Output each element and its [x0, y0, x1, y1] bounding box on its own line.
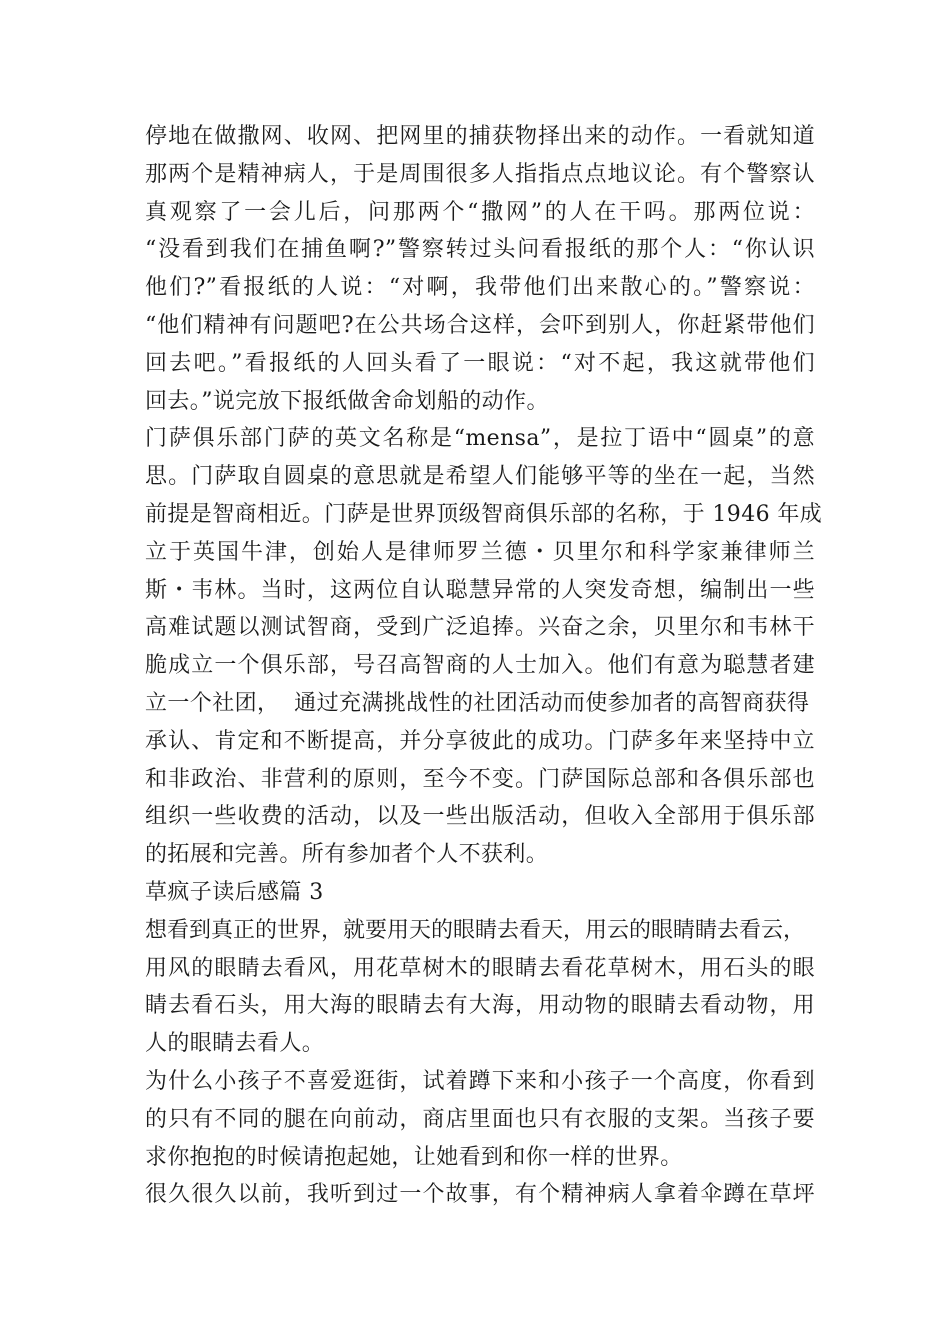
section-heading: 草疯子读后感篇 3: [145, 879, 324, 905]
text-line: 立一个社团， 通过充满挑战性的社团活动而使参加者的高智商获得: [145, 690, 810, 716]
text-line: 的只有不同的腿在向前动，商店里面也只有衣服的支架。当孩子要: [145, 1106, 815, 1132]
text-line: 高难试题以测试智商，受到广泛追捧。兴奋之余，贝里尔和韦林干: [145, 615, 815, 641]
text-line: 求你抱抱的时候请抱起她，让她看到和你一样的世界。: [145, 1144, 683, 1170]
text-line: 的拓展和完善。所有参加者个人不获利。: [145, 842, 549, 868]
text-line: “没看到我们在捕鱼啊?”警察转过头问看报纸的那个人：“你认识: [145, 237, 815, 263]
text-line: 用风的眼睛去看风，用花草树木的眼睛去看花草树木，用石头的眼: [145, 955, 815, 981]
text-line: 组织一些收费的活动，以及一些出版活动，但收入全部用于俱乐部: [145, 804, 815, 830]
text-line: 立于英国牛津，创始人是律师罗兰德・贝里尔和科学家兼律师兰: [145, 539, 815, 565]
text-line: 很久很久以前，我听到过一个故事，有个精神病人拿着伞蹲在草坪: [145, 1182, 815, 1208]
text-line: “他们精神有问题吧?在公共场合这样，会吓到别人，你赶紧带他们: [145, 312, 815, 338]
text-line: 真观察了一会儿后，问那两个“撒网”的人在干吗。那两位说：: [145, 199, 815, 225]
text-line: 他们?”看报纸的人说：“对啊，我带他们出来散心的。”警察说：: [145, 275, 815, 301]
text-line: 脆成立一个俱乐部，号召高智商的人士加入。他们有意为聪慧者建: [145, 653, 815, 679]
text-line: 睛去看石头，用大海的眼睛去有大海，用动物的眼睛去看动物，用: [145, 993, 815, 1019]
text-line: 为什么小孩子不喜爱逛街，试着蹲下来和小孩子一个高度，你看到: [145, 1068, 815, 1094]
text-line: 回去。”说完放下报纸做舍命划船的动作。: [145, 388, 549, 414]
text-line: 前提是智商相近。门萨是世界顶级智商俱乐部的名称，于 1946 年成: [145, 501, 823, 527]
text-line: 想看到真正的世界，就要用天的眼睛去看天，用云的眼睛睛去看云，: [145, 917, 806, 943]
text-line: 承认、肯定和不断提高，并分享彼此的成功。门萨多年来坚持中立: [145, 728, 815, 754]
text-line: 那两个是精神病人，于是周围很多人指指点点地议论。有个警察认: [145, 161, 815, 187]
body-text: [145, 118, 823, 1214]
text-line: 回去吧。”看报纸的人回头看了一眼说：“对不起，我这就带他们: [145, 350, 815, 376]
text-line: 和非政治、非营利的原则，至今不变。门萨国际总部和各俱乐部也: [145, 766, 815, 792]
text-line: 思。门萨取自圆桌的意思就是希望人们能够平等的坐在一起，当然: [145, 464, 815, 490]
text-line: 门萨俱乐部门萨的英文名称是“mensa”，是拉丁语中“圆桌”的意: [145, 426, 815, 452]
text-line: 停地在做撒网、收网、把网里的捕获物择出来的动作。一看就知道: [145, 124, 815, 149]
text-line: 斯・韦林。当时，这两位自认聪慧异常的人突发奇想，编制出一些: [145, 577, 815, 603]
text-line: 人的眼睛去看人。: [145, 1031, 325, 1057]
